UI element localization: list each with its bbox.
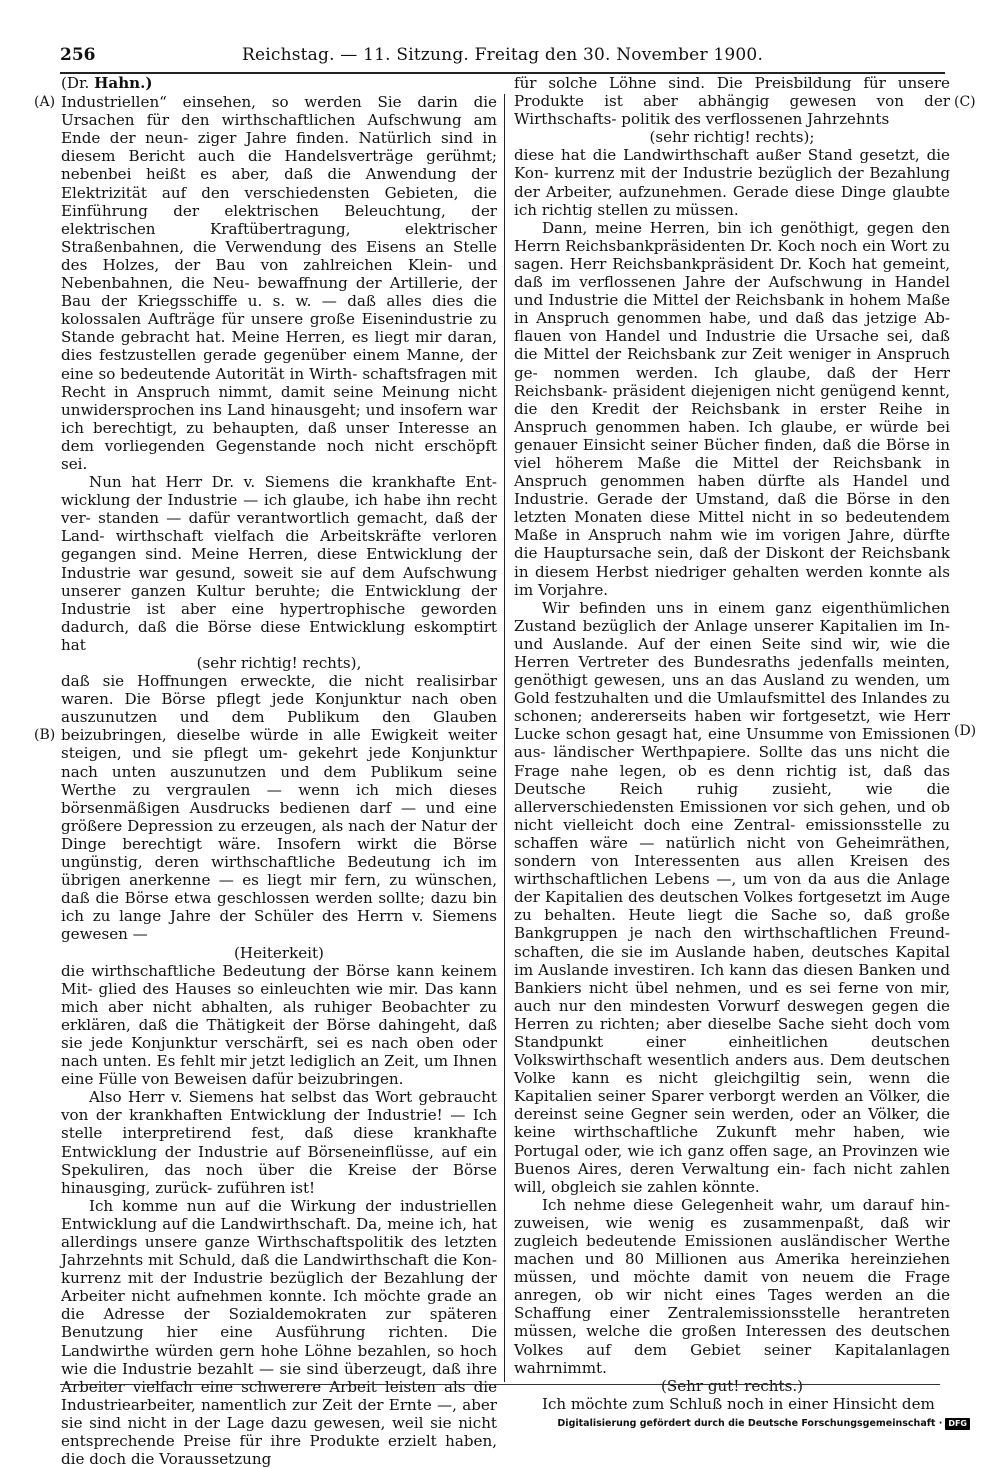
paragraph: die wirthschaftliche Bedeutung der Börse kann keinem Mit- glied des Hauses so einleuchten wie mir. Das kann mich aber nicht abhalten, als ruhiger Beobachter zu erklären, daß die Thätigkeit der Börse dahingeht, daß sie jede Konjunktur verschärft, sei es nach oben oder nach unten. Es fehlt mir jetzt lediglich an Zeit, um Ihnen eine Fülle von Beweisen dafür beizubringen.	[61, 961, 497, 1089]
running-title: Reichstag. — 11. Sitzung. Freitag den 30. November 1900.	[241, 45, 764, 65]
paragraph: Nun hat Herr Dr. v. Siemens die krankhafte Ent- wicklung der Industrie — ich glaube, ich habe ihn recht ver- standen — dafür verantwortlich gemacht, daß der Land- wirthschaft vielfach die Arbeitskräfte verloren gegangen sind. Meine Herren, diese Entwicklung der Industrie war gesund, soweit sie auf dem Aufschwung unserer ganzen Kultur beruhte; die Entwicklung der Industrie ist aber eine hypertrophische geworden dadurch, daß die Börse diese Entwicklung eskomptirt hat	[61, 473, 497, 654]
paragraph: diese hat die Landwirthschaft außer Stand gesetzt, die Kon- kurrenz mit der Industrie bezüglich der Bezahlung der Arbeiter, aufzunehmen. Gerade diese Dinge glaubte ich richtig stellen zu müssen.	[514, 146, 950, 219]
footer-credit: Digitalisierung gefördert durch die Deutsche Forschungsgemeinschaft ·	[557, 1418, 943, 1429]
margin-marker-a: (A)	[34, 94, 56, 110]
interjection: (Heiterkeit)	[234, 943, 324, 962]
interjection: (sehr richtig! rechts);	[649, 128, 815, 147]
footer-rule	[60, 1384, 940, 1385]
margin-marker-d: (D)	[954, 723, 977, 739]
speaker-title: (Dr.	[61, 74, 95, 92]
dfg-logo: DFG	[945, 1418, 970, 1430]
paragraph: für solche Löhne sind. Die Preisbildung für unsere Produkte ist aber abhängig gewesen von der Wirthschafts- politik des verflossenen Jahrzehnts	[514, 74, 950, 129]
paragraph: Also Herr v. Siemens hat selbst das Wort gebraucht von der krankhaften Entwicklung der Industrie! — Ich stelle interpretirend fest, daß diese krankhafte Entwicklung der Industrie auf Börseneinflüsse, auf ein Spekuliren, das noch über die Kreise der Börse hinausging, zurück- zuführen ist!	[61, 1088, 497, 1197]
paragraph: daß sie Hoffnungen erweckte, die nicht realisirbar waren. Die Börse pflegt jede Konjunktur nach oben auszunutzen und dem Publikum den Glauben beizubringen, dieselbe würde in alle Ewigkeit weiter steigen, und sie pflegt um- gekehrt jede Konjunktur nach unten auszunutzen und dem Publikum seine Werthe zu vergraulen — wenn ich mich dieses börsenmäßigen Ausdrucks bedienen darf — und eine größere Depression zu erzeugen, als nach der Natur der Dinge berechtigt wäre. Insofern wirkt die Börse ungünstig, deren wirthschaftliche Bedeutung ich im übrigen anerkenne — es liegt mir fern, zu wünschen, daß die Börse etwa geschlossen werden sollte; dazu bin ich zu lange Jahre der Schüler des Herrn v. Siemens gewesen —	[61, 672, 497, 944]
column-divider	[504, 94, 505, 1382]
page-header	[60, 40, 945, 70]
paragraph: Ich komme nun auf die Wirkung der industriellen Entwicklung auf die Landwirthschaft. Da, meine ich, hat allerdings unsere ganze Wirthschaftspolitik des letzten Jahrzehnts mit Schuld, daß die Landwirthschaft die Kon- kurrenz mit der Industrie bezüglich der Bezahlung der Arbeiter nicht aufnehmen konnte. Ich möchte grade an die Adresse der Sozialdemokraten zur späteren Benutzung hier eine Ausführung richten. Die Landwirthe würden gern hohe Löhne bezahlen, so hoch wie die Industrie bezahlt — sie sind überzeugt, daß ihre Arbeiter vielfach eine schwerere Arbeit leisten als die Industriearbeiter, namentlich zur Zeit der Ernte —, aber sie sind nicht in der Lage dazu gewesen, weil sie nicht entsprechende Preise für ihre Produkte erzielt haben, die doch die Voraussetzung	[61, 1196, 497, 1468]
interjection: (sehr richtig! rechts),	[196, 654, 362, 672]
digitization-footer	[557, 1416, 970, 1432]
paragraph: Industriellen“ einsehen, so werden Sie darin die Ursachen für den wirthschaftlichen Aufschwung am Ende der neun- ziger Jahre finden. Natürlich sind in diesem Bericht auch die Handelsverträge gerühmt; nebenbei heißt es aber, daß die Anwendung der Elektrizität auf den verschiedensten Gebieten, die Einführung der elektrischen Beleuchtung, der elektrischen Kraftübertragung, elektrischer Straßenbahnen, die Verwendung des Eisens an Stelle des Holzes, der Bau von zahlreichen Klein- und Nebenbahnen, die Neu- bewaffnung der Artillerie, der Bau der Kriegsschiffe u. s. w. — daß alles dies die kolossalen Aufträge für unsere große Eisenindustrie zu Stande gebracht hat. Meine Herren, es liegt mir daran, dies festzustellen gerade gegenüber einem Manne, der eine so bedeutende Autorität in Wirth- schaftsfragen mit Recht in Anspruch nimmt, damit seine Meinung nicht unwidersprochen ins Land hinausgeht; und insofern war ich berechtigt, zu behaupten, daß unser Interesse an dem vorliegenden Gegenstande noch nicht erschöpft sei.	[61, 93, 497, 473]
paragraph: Ich nehme diese Gelegenheit wahr, um darauf hin- zuweisen, wie wenig es zusammenpaßt, daß wir zugleich bedeutende Emissionen ausländischer Werthe machen und 80 Millionen aus Amerika hereinziehen müssen, und möchte damit von neuem die Frage anregen, ob wir nicht eines Tages werden an die Schaffung einer Zentralemissionsstelle herantreten müssen, welche die großen Interessen des deutschen Volkes auf dem Gebiet seiner Kapitalanlagen wahrnimmt.	[514, 1195, 950, 1377]
paragraph: Dann, meine Herren, bin ich genöthigt, gegen den Herrn Reichsbankpräsidenten Dr. Koch noch ein Wort zu sagen. Herr Reichsbankpräsident Dr. Koch hat gemeint, daß im verflossenen Jahre der Aufschwung in Handel und Industrie die Mittel der Reichsbank in hohem Maße in Anspruch genommen habe, und daß das jetzige Ab- flauen von Handel und Industrie die Ursache sei, daß die Mittel der Reichsbank zur Zeit weniger in Anspruch ge- nommen werden. Ich glaube, daß der Herr Reichsbank- präsident diejenigen nicht genügend kennt, die den Kredit der Reichsbank in erster Reihe in Anspruch genommen haben. Ich glaube, er würde bei genauer Einsicht seiner Bücher finden, daß die Börse in viel höherem Maße die Mittel der Reichsbank in Anspruch genommen haben dürfte als Handel und Industrie. Gerade der Umstand, daß die Börse in den letzten Monaten diese Mittel nicht in so bedeutendem Maße in Anspruch nahm wie im vorigen Jahre, dürfte die Hauptursache sein, daß der Diskont der Reichsbank in diesem Herbst niedriger gehalten werden konnte als im Vorjahre.	[514, 218, 950, 599]
speaker-name: Hahn.)	[94, 74, 153, 92]
page-number: 256	[60, 45, 96, 65]
paragraph: Wir befinden uns in einem ganz eigenthümlichen Zustand bezüglich der Anlage unserer Kapitalien im In- und Auslande. Auf der einen Seite sind wir, wie die Herren Vertreter des Bundesraths jedenfalls meinten, genöthigt gewesen, uns an das Ausland zu wenden, um Gold festzuhalten und die Umlaufsmittel des Inlandes zu schonen; andererseits haben wir fortgesetzt, wie Herr Lucke schon gesagt hat, eine Unsumme von Emissionen aus- ländischer Werthpapiere. Sollte das uns nicht die Frage nahe legen, ob es denn richtig ist, daß das Deutsche Reich ruhig zusieht, wie die allerverschiedensten Emissionen vor sich gehen, und ob nicht vielleicht doch eine Zentral- emissionsstelle zu schaffen wäre — natürlich nicht von Geheimräthen, sondern von Interessenten aus allen Kreisen des wirthschaftlichen Lebens —, um von da aus die Anlage der Kapitalien des deutschen Volkes fortgesetzt im Auge zu behalten. Heute liegt die Sache so, daß große Bankgruppen je nach den wirthschaftlichen Freund- schaften, die sie im Auslande haben, deutsches Kapital im Auslande investiren. Ich kann das diesen Banken und Bankiers nicht übel nehmen, und es sei ferne von mir, auch nur den mindesten Vorwurf deswegen gegen die Herren zu richten; aber dieselbe Sache sieht doch vom Standpunkt einer einheitlichen deutschen Volkswirthschaft wesentlich anders aus. Dem deutschen Volke kann es nicht gleichgiltig sein, wenn die Kapitalien seiner Sparer verborgt werden an Völker, die dereinst seine Gegner sein werden, oder an Völker, die keine wirthschaftliche Zukunft mehr haben, wie Portugal oder, wie ich ganz offen sage, an Provinzen wie Buenos Aires, deren Verwaltung ein- fach nicht zahlen will, obgleich sie zahlen könnte.	[514, 598, 950, 1196]
interjection: (Sehr gut! rechts.)	[660, 1376, 804, 1395]
right-column	[514, 74, 950, 1413]
margin-marker-c: (C)	[954, 94, 976, 110]
margin-marker-b: (B)	[34, 727, 56, 743]
paragraph: Ich möchte zum Schluß noch in einer Hinsicht dem	[542, 1394, 935, 1413]
left-column	[61, 74, 497, 1468]
speaker-line	[61, 74, 497, 92]
